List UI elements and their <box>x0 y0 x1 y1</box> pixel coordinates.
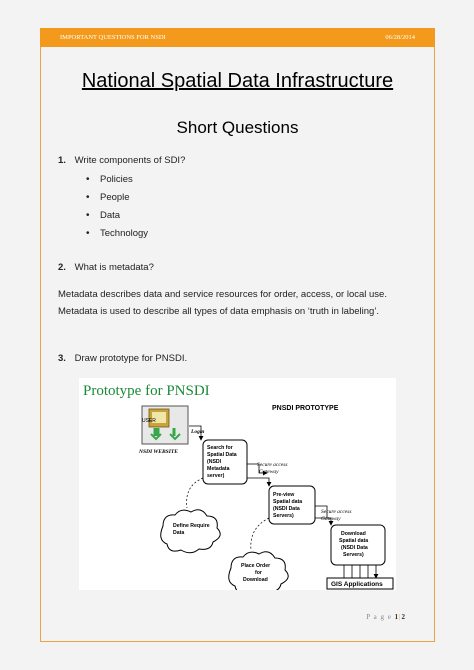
question-3 <box>58 353 187 364</box>
cloud-2-line: Download <box>243 577 268 583</box>
header-left-text: IMPORTANT QUESTIONS FOR NSDI <box>60 34 166 41</box>
header-date: 06/28/2014 <box>385 34 415 41</box>
page-number: 1 <box>394 613 400 621</box>
pnsdi-diagram <box>79 378 396 590</box>
diagram-title: PNSDI PROTOTYPE <box>272 405 339 412</box>
search-line: Spatial Data <box>207 452 237 458</box>
download-line: Download <box>341 531 366 537</box>
download-line: Servers) <box>343 552 364 558</box>
question-1-number: 1. <box>58 155 66 166</box>
search-spatial-data-box <box>203 440 247 484</box>
preview-line: (NSDI Data <box>273 506 300 512</box>
question-2-number: 2. <box>58 262 66 273</box>
question-2-text: What is metadata? <box>74 262 154 273</box>
question-3-number: 3. <box>58 353 66 364</box>
page-total: 2 <box>401 613 406 621</box>
svg-text:Secure access Gateway <box>257 462 289 475</box>
question-3-text: Draw prototype for PNSDI. <box>74 353 188 364</box>
user-label: USER <box>142 418 156 424</box>
list-item: • Policies <box>86 173 148 191</box>
header-bar <box>40 28 435 47</box>
website-label: NSDI WEBSITE <box>139 449 178 455</box>
components-list <box>86 173 148 245</box>
gis-label: GIS Applications <box>331 581 383 588</box>
login-label: Login <box>191 429 205 435</box>
preview-line: Spatial data <box>273 499 303 505</box>
define-require-data-cloud <box>161 510 220 553</box>
list-item: • Technology <box>86 227 148 245</box>
cloud-2-line: Place Order <box>241 563 271 569</box>
search-line: Metadata <box>207 466 230 472</box>
download-line: Spatial data <box>339 538 369 544</box>
place-order-cloud <box>229 552 288 590</box>
preview-spatial-data-box <box>269 486 315 524</box>
gateway-2-label: Secure access <box>321 509 352 515</box>
cloud-2-line: for <box>255 570 262 576</box>
svg-text:Secure access Gateway <box>321 509 353 522</box>
search-line: (NSDI <box>207 459 222 465</box>
gateway-1-label: Secure access <box>257 462 288 468</box>
nsdi-website-block <box>138 406 188 455</box>
page-footer <box>366 613 406 621</box>
download-line: (NSDI Data <box>341 545 368 551</box>
question-1-text: Write components of SDI? <box>74 155 186 166</box>
pnsdi-prototype-figure <box>79 378 396 590</box>
search-line: Search for <box>207 445 233 451</box>
document-subtitle: Short Questions <box>176 118 299 137</box>
page-word: P a g e <box>366 613 392 621</box>
gateway-1-label: Gateway <box>259 469 279 475</box>
figure-heading: Prototype for PNSDI <box>83 383 210 399</box>
preview-line: Servers) <box>273 513 294 519</box>
question-2 <box>58 262 154 273</box>
list-item: • People <box>86 191 148 209</box>
document-title: National Spatial Data Infrastructure <box>81 70 394 92</box>
question-1 <box>58 155 185 166</box>
metadata-answer: Metadata describes data and service resources for order, access, or local use. Metadata is used to describe all types of data emphasis on ‘truth in labeling’. <box>58 289 387 317</box>
download-spatial-data-box <box>331 525 385 565</box>
cloud-1-line: Data <box>173 530 185 536</box>
list-item: • Data <box>86 209 148 227</box>
preview-line: Pre-view <box>273 492 295 498</box>
gateway-2-label: Gateway <box>321 516 341 522</box>
page-separator: | <box>399 613 402 621</box>
cloud-1-line: Define Require <box>173 523 210 529</box>
search-line: server) <box>207 473 225 479</box>
